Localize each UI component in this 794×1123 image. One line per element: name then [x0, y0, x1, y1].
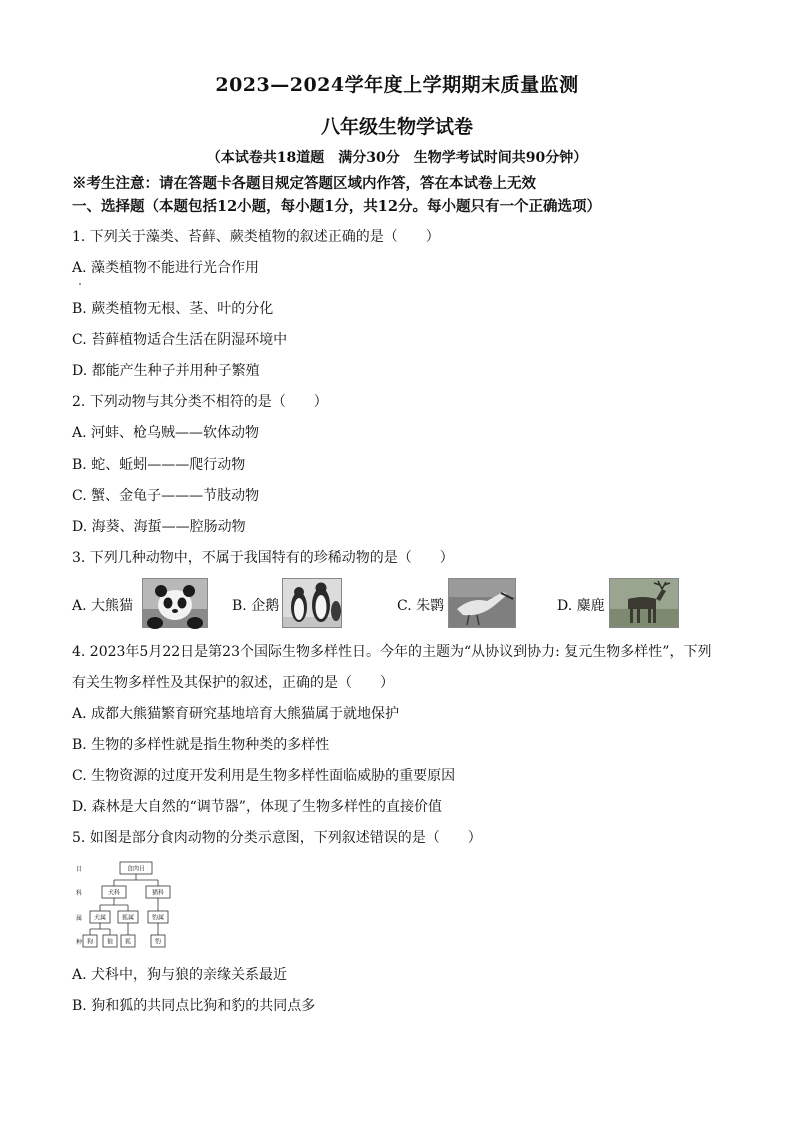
- node-genus-panthera: 豹属: [151, 914, 165, 922]
- rank-label-species: 种: [76, 939, 83, 946]
- section-heading: 一、选择题（本题包括12小题，每小题1分，共12分。每小题只有一个正确选项）: [72, 198, 601, 215]
- q3-option-b: B. 企鹅: [232, 598, 280, 614]
- node-family-canidae: 犬科: [107, 889, 121, 897]
- node-genus-canis: 犬属: [93, 914, 107, 922]
- node-species-fox: 狐: [124, 938, 132, 946]
- q2-option-d: D. 海葵、海蜇——腔肠动物: [72, 519, 246, 535]
- pere-davids-deer-image: [609, 578, 679, 628]
- q4-option-a: A. 成都大熊猫繁育研究基地培育大熊猫属于就地保护: [72, 706, 400, 722]
- q3-option-d: D. 麋鹿: [557, 598, 605, 614]
- q5-stem: 5. 如图是部分食肉动物的分类示意图，下列叙述错误的是（ ）: [72, 830, 482, 846]
- q3-options: [72, 578, 732, 630]
- q1-option-b: B. 蕨类植物无根、茎、叶的分化: [72, 301, 274, 317]
- node-genus-vulpes: 狐属: [121, 914, 135, 922]
- exam-title: 2023—2024学年度上学期期末质量监测: [215, 74, 579, 96]
- q2-stem: 2. 下列动物与其分类不相符的是（ ）: [72, 394, 328, 410]
- q3-option-a: A. 大熊猫: [72, 598, 134, 614]
- q4-option-c: C. 生物资源的过度开发利用是生物多样性面临威胁的重要原因: [72, 768, 456, 784]
- rank-label-order: 目: [76, 866, 83, 873]
- panda-image: [142, 578, 208, 628]
- rank-label-family: 科: [76, 890, 83, 897]
- penguin-image: [282, 578, 342, 628]
- q5-option-a: A. 犬科中，狗与狼的亲缘关系最近: [72, 967, 288, 983]
- q1-option-a: A. 藻类植物不能进行光合作用: [72, 260, 260, 276]
- node-species-leopard: 豹: [154, 938, 162, 946]
- exam-info: （本试卷共18道题 满分30分 生物学考试时间共90分钟）: [206, 150, 588, 166]
- q3-option-c: C. 朱鹮: [397, 598, 445, 614]
- q4-option-b: B. 生物的多样性就是指生物种类的多样性: [72, 737, 330, 753]
- q2-option-b: B. 蛇、蚯蚓———爬行动物: [72, 457, 246, 473]
- scan-speck: [79, 283, 81, 285]
- q1-stem: 1. 下列关于藻类、苔藓、蕨类植物的叙述正确的是（ ）: [72, 229, 440, 245]
- q5-option-b: B. 狗和狐的共同点比狗和豹的共同点多: [72, 998, 316, 1014]
- q1-option-c: C. 苔藓植物适合生活在阴湿环境中: [72, 332, 288, 348]
- q4-stem-line2: 有关生物多样性及其保护的叙述，正确的是（ ）: [72, 675, 394, 691]
- exam-notice: ※考生注意：请在答题卡各题目规定答题区域内作答，答在本试卷上无效: [72, 175, 536, 192]
- exam-subtitle: 八年级生物学试卷: [320, 116, 473, 138]
- rank-label-genus: 属: [76, 915, 83, 922]
- q4-stem-line1: 4. 2023年5月22日是第23个国际生物多样性日。今年的主题为“从协议到协力: 复元生物多样性”，下列: [72, 644, 712, 660]
- q3-stem: 3. 下列几种动物中，不属于我国特有的珍稀动物的是（ ）: [72, 550, 454, 566]
- node-species-dog: 狗: [86, 938, 94, 946]
- q2-option-c: C. 蟹、金龟子———节肢动物: [72, 488, 260, 504]
- crested-ibis-image: [448, 578, 516, 628]
- q4-option-d: D. 森林是大自然的“调节器”，体现了生物多样性的直接价值: [72, 799, 442, 815]
- node-order: 食肉目: [126, 865, 146, 873]
- node-species-wolf: 狼: [106, 938, 114, 946]
- q2-option-a: A. 河蚌、枪乌贼——软体动物: [72, 425, 260, 441]
- q1-option-d: D. 都能产生种子并用种子繁殖: [72, 363, 260, 379]
- classification-diagram: [76, 858, 190, 954]
- node-family-felidae: 猫科: [151, 889, 165, 897]
